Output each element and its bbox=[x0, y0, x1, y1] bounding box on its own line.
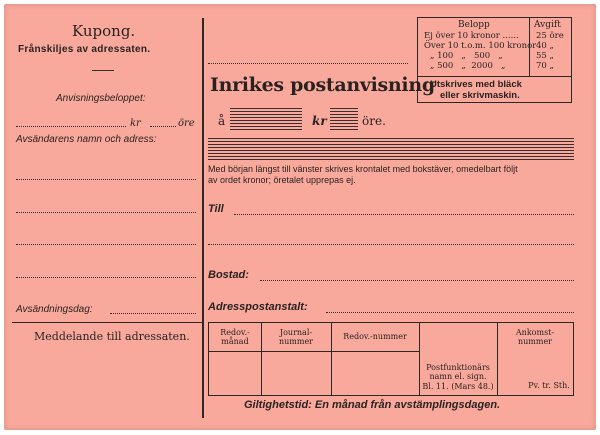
grid-divider-1 bbox=[261, 323, 262, 395]
coupon-kr-label: kr bbox=[130, 118, 141, 129]
coupon-subtitle: Frånskiljes av adressaten. bbox=[18, 44, 151, 55]
coupon-sender-line-1[interactable] bbox=[16, 179, 196, 180]
form-ore-label: öre. bbox=[362, 114, 386, 128]
grid-col-postfunktionar: Postfunktionärs namn el. sign. bbox=[426, 363, 490, 381]
form-till-line-1[interactable] bbox=[234, 214, 574, 215]
grid-col-redov-nummer: Redov.-nummer bbox=[343, 332, 407, 341]
form-top-dotted-rule bbox=[208, 63, 408, 64]
fee-note-line-1: Utskrives med bläck bbox=[430, 79, 522, 90]
grid-col-redov-manad: Redov.- månad bbox=[220, 328, 250, 346]
form-validity-note: Giltighetstid: En månad från avstämplingsdagen. bbox=[244, 399, 501, 411]
fee-belopp-2: „ 100 „ 500 „ bbox=[430, 51, 503, 61]
fee-avgift-1: 40 „ bbox=[536, 41, 554, 51]
fee-avgift-2: 55 „ bbox=[536, 51, 554, 61]
form-instruction-line-2: av ordet kronor; öretalet upprepas ej. bbox=[208, 175, 356, 185]
coupon-sender-line-3[interactable] bbox=[16, 244, 196, 245]
fee-avgift-header: Avgift bbox=[534, 20, 561, 30]
postal-money-order-card bbox=[4, 4, 596, 430]
grid-col-ankomst: Ankomst- nummer bbox=[515, 328, 555, 346]
form-bostad-label: Bostad: bbox=[208, 269, 249, 281]
coupon-date-line[interactable] bbox=[110, 313, 196, 314]
coupon-divider bbox=[202, 18, 204, 418]
form-instruction-line-1: Med början längst till vänster skrives krontalet med bokstäver, omedelbart följt bbox=[208, 164, 518, 174]
form-amount-ore-field[interactable] bbox=[330, 108, 358, 130]
fee-box-note-rule bbox=[418, 76, 571, 77]
coupon-title: Kupong. bbox=[72, 22, 136, 40]
coupon-date-label: Avsändningsdag: bbox=[16, 304, 93, 315]
fee-belopp-header: Belopp bbox=[458, 20, 490, 30]
form-adress-label: Adresspostanstalt: bbox=[208, 301, 308, 313]
form-a-label: å bbox=[218, 114, 226, 128]
grid-divider-3 bbox=[419, 323, 420, 395]
coupon-amount-ore-line[interactable] bbox=[150, 126, 176, 127]
form-amount-kr-field[interactable] bbox=[230, 108, 302, 130]
fee-box bbox=[417, 17, 572, 103]
coupon-message-rule bbox=[12, 322, 202, 323]
form-bostad-line[interactable] bbox=[260, 280, 574, 281]
form-kr-label: kr bbox=[312, 114, 327, 128]
form-till-label: Till bbox=[208, 203, 224, 215]
grid-divider-4 bbox=[497, 323, 498, 395]
coupon-sender-line-4[interactable] bbox=[16, 277, 196, 278]
fee-belopp-0: Ej över 10 kronor ...... bbox=[424, 31, 519, 41]
grid-printer-mark: Pv. tr. Sth. bbox=[528, 381, 570, 390]
coupon-amount-kr-line[interactable] bbox=[16, 126, 126, 127]
fee-belopp-3: „ 500 „ 2000 „ bbox=[430, 61, 506, 71]
form-amount-words-field[interactable] bbox=[208, 138, 574, 160]
coupon-sender-line-2[interactable] bbox=[16, 212, 196, 213]
coupon-sender-label: Avsändarens namn och adress: bbox=[16, 134, 157, 145]
grid-col-journal: Journal- nummer bbox=[278, 328, 314, 346]
grid-col-form-number: Bl. 11. (Mars 48.) bbox=[422, 382, 494, 391]
coupon-ore-label: öre bbox=[178, 118, 195, 129]
grid-divider-2 bbox=[331, 323, 332, 395]
grid-header-rule bbox=[209, 351, 419, 352]
coupon-amount-label: Anvisningsbeloppet: bbox=[56, 93, 146, 104]
coupon-title-rule bbox=[92, 70, 114, 71]
form-till-line-2[interactable] bbox=[208, 244, 574, 245]
form-title: Inrikes postanvisning bbox=[210, 74, 435, 96]
form-adress-line[interactable] bbox=[326, 312, 574, 313]
fee-avgift-3: 70 „ bbox=[536, 61, 554, 71]
fee-belopp-1: Över 10 t.o.m. 100 kronor bbox=[424, 41, 537, 51]
office-use-grid bbox=[208, 322, 574, 396]
coupon-message-label: Meddelande till adressaten. bbox=[34, 330, 190, 343]
fee-avgift-0: 25 öre bbox=[536, 31, 564, 41]
fee-note-line-2: eller skrivmaskin. bbox=[440, 90, 520, 101]
